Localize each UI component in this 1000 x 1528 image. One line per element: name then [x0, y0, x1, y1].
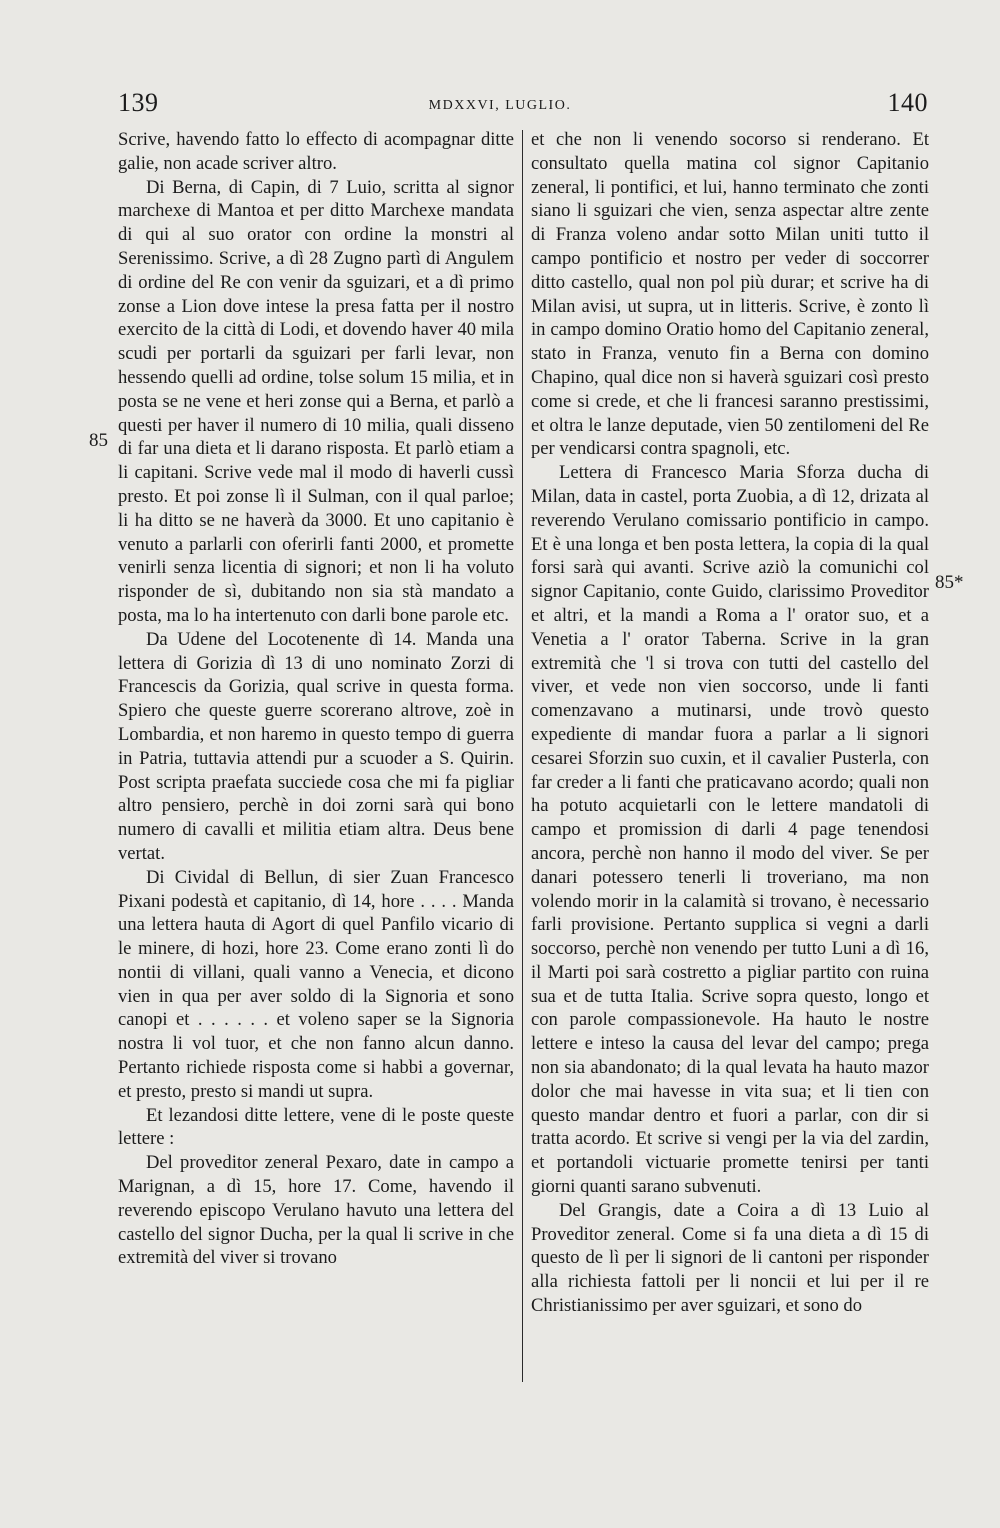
paragraph: Del Grangis, date a Coira a dì 13 Luio al Proveditor zeneral. Come si fa una dieta a dì 15 di questo de lì per li signori de li cantoni per risponder alla richiesta fattoli per li noncii et lui per il re Christianissimo per aver sguizari, et sono do — [531, 1199, 929, 1317]
paragraph: Di Cividal di Bellun, di sier Zuan Francesco Pixani podestà et capitanio, dì 14, hore . . . . Manda una lettera hauta di Agort di quel Panfilo vicario di le minere, di hozi, hore 23. Come erano zonti lì do nontii di villani, quali vanno a Venecia, et dicono vien in qua per aver soldo di la Signoria et sono canopi et . . . . . . et voleno saper se la Signoria nostra li vol tuor, et che non fanno alcun danno. Pertanto richiede risposta come si habbi a governar, et presto, presto si mandi ut supra. — [118, 866, 514, 1102]
paragraph: Di Berna, di Capin, di 7 Luio, scritta al signor marchexe di Mantoa et per ditto Marchexe mandata di qui al suo orator con ordine la monstri al Serenissimo. Scrive, a dì 28 Zugno partì di Angulem di ordine del Re con venir da sguizari, et a dì primo zonse a Lion dove intese la presa fatta per il nostro exercito de la città di Lodi, et dovendo haver 40 mila scudi per portarli da sguizari per farli levar, non hessendo quelli ad ordine, tolse solum 15 milia, et in posta se ne vene et heri zonse qui a Berna, et parlò a questi per haver il numero di 10 milia, quali disseno di far una dieta et li darano risposta. Et parlò etiam a li capitani. Scrive vede mal il modo di haverli cussì presto. Et poi zonse lì il Sulman, con il qual parloe; li ha ditto se ne haverà da 3000. Et uno capitanio è venuto a parlarli con oferirli fanti 2000, et promette venirli senza licentia di signori; et non li ha voluto risponder de sì, dubitando non sia stà mandato a posta, ma lo ha intertenuto con darli bone parole etc. — [118, 176, 514, 626]
column-divider — [522, 130, 523, 1382]
paragraph: Del proveditor zeneral Pexaro, date in campo a Marignan, a dì 15, hore 17. Come, havendo il reverendo episcopo Verulano havuto una lettera del castello del signor Ducha, per la qual li scrive in che extremità del viver si trovano — [118, 1152, 514, 1269]
left-text-column — [118, 128, 514, 1270]
margin-note-left: 85 — [89, 430, 108, 451]
page-number-left: 139 — [118, 88, 159, 117]
running-title: MDXXVI, LUGLIO. — [428, 98, 572, 113]
paragraph: et che non li venendo socorso si renderano. Et consultato quella matina col signor Capitanio zeneral, li pontifici, et lui, hanno terminato che zonti siano li sguizari che vien, senza aspectar altre zente di Franza voleno andar sotto Milan uniti tutto il campo pontificio et nostro per veder di soccorrer ditto castello, qual non pol più durar; et scrive ha di Milan avisi, ut supra, ut in litteris. Scrive, è zonto lì in campo domino Oratio homo del Capitanio zeneral, stato in Franza, venuto fin a Berna con domino Chapino, qual dice non si haverà sguizari così presto come si crede, et che li francesi saranno prestissimi, et oltra le lanze deputade, vien 50 zentilomeni del Re per vendicarsi contra spagnoli, etc. — [531, 129, 929, 460]
paragraph: Da Udene del Locotenente dì 14. Manda una lettera di Gorizia dì 13 di uno nominato Zorzi di Francescis da Gorizia, qual scrive in questa forma. Spiero che queste guerre scorerano altrove, zoè in Lombardia, et non haremo in questo tempo di guerra in Patria, tuttavia attendi pur a scuoder a S. Quirin. Post scripta praefata succiede cosa che mi fa pigliar altro pensiero, perchè in doi zorni sarà qui bono numero di cavalli et militia etiam altra. Deus bene vertat. — [118, 628, 514, 864]
page-number-right: 140 — [887, 88, 928, 117]
paragraph: Scrive, havendo fatto lo effecto di acompagnar ditte galie, non acade scriver altro. — [118, 129, 514, 174]
paragraph: Lettera di Francesco Maria Sforza ducha di Milan, data in castel, porta Zuobia, a dì 12, drizata al reverendo Verulano comissario pontificio in campo. Et è una longa et ben posta lettera, la copia di la qual forsi sarà qui avanti. Scrive aziò la comunichi col signor Capitanio, conte Guido, clarissimo Proveditor et altri, et la mandi a Roma a l' orator suo, et a Venetia a l' orator Taberna. Scrive in la gran extremità che 'l si trova con tutti del castello del viver, et vede non vien soccorso, unde li fanti comenzavano a mutinarsi, unde trovò questo expediente di mandar fuora a parlar a li signori cesarei Sforzin suo cuxin, et il cavalier Pusterla, con far creder a li fanti che praticavano acordo; quali non ha potuto acquietarli con le lettere mandatoli di campo et promission di darli 4 page tenendosi ancora, perchè non hanno il modo del viver. Se per danari potessero tenerli li troveriano, ma non volendo morir in la calamità si trovano, è necessario farli provisione. Pertanto supplica si vegni a darli soccorso, perchè non venendo per tutto Luni a dì 16, il Marti poi sarà costretto a pigliar partito con ruina sua et de tutta Italia. Scrive sopra questo, longo et con parole compassionevole. Ha hauto le nostre lettere e inteso la causa del levar del campo; prega non sia abandonato; di la qual levata ha hauto mazor dolor che mai havesse in vita sua; et li tien con questo mandar dentro et fuori a parlar, con dir si tratta acordo. Et scrive si vengi per la via del zardin, et portandoli victuarie promette tenirsi per tanti giorni quanti sarano subvenuti. — [531, 462, 929, 1198]
page-header — [0, 88, 1000, 128]
right-text-column — [531, 128, 929, 1318]
paragraph: Et lezandosi ditte lettere, vene di le poste queste lettere : — [118, 1104, 514, 1150]
margin-note-right: 85* — [935, 572, 964, 593]
